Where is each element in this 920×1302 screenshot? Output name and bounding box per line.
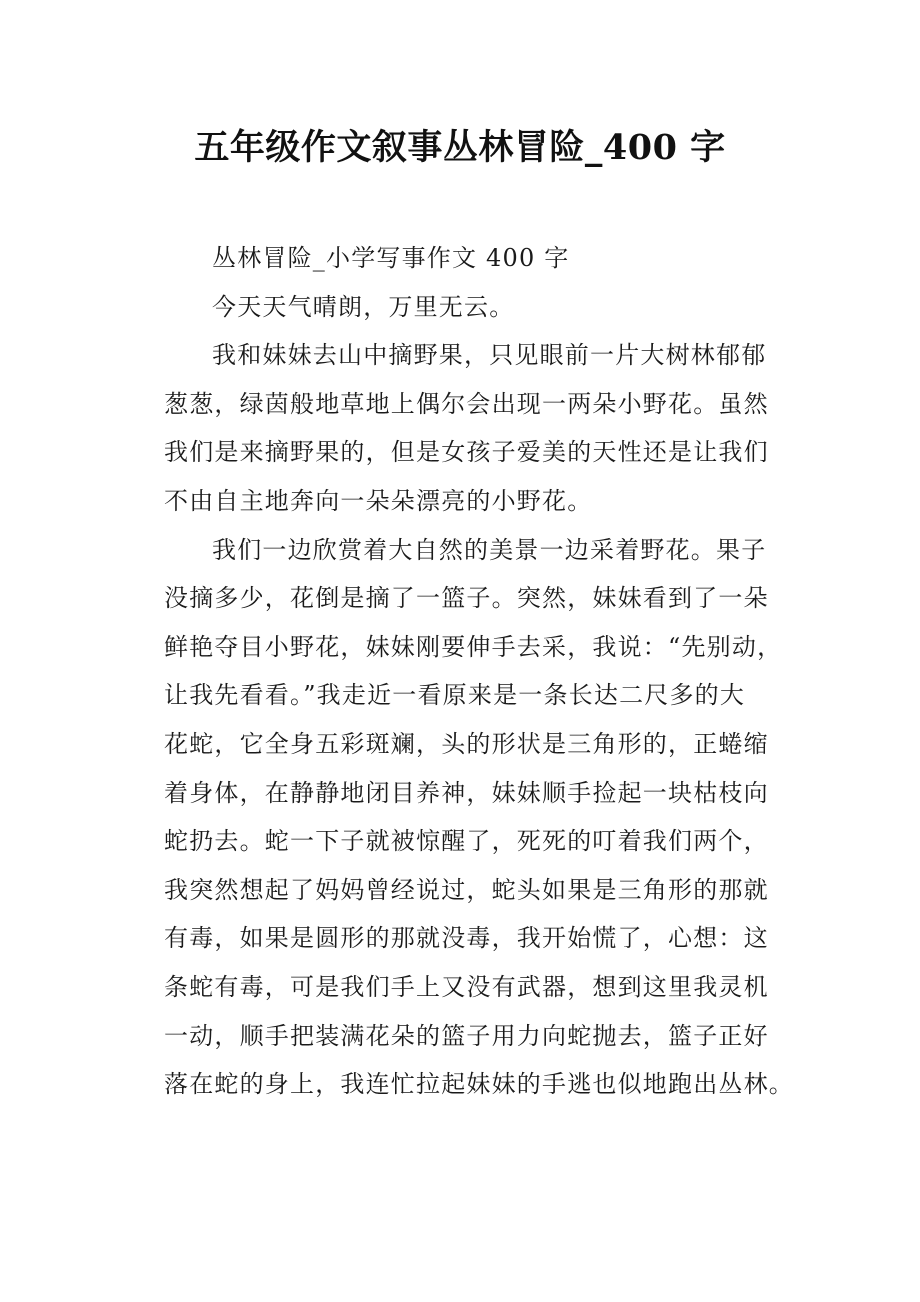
text-line: 一动，顺手把装满花朵的篮子用力向蛇抛去，篮子正好 (164, 1021, 769, 1050)
text-line: 丛林冒险_小学写事作文 400 字 (212, 244, 570, 272)
text-line: 没摘多少，花倒是摘了一篮子。突然，妹妹看到了一朵 (164, 584, 769, 613)
text-line: 我们一边欣赏着大自然的美景一边采着野花。果子 (212, 535, 767, 564)
text-line: 条蛇有毒，可是我们手上又没有武器，想到这里我灵机 (164, 972, 769, 1001)
text-line: 我和妹妹去山中摘野果，只见眼前一片大树林郁郁 (212, 341, 767, 370)
text-line: 让我先看看。”我走近一看原来是一条长达二尺多的大 (164, 681, 746, 710)
text-line: 我们是来摘野果的，但是女孩子爱美的天性还是让我们 (164, 438, 769, 467)
text-line: 花蛇，它全身五彩斑斓，头的形状是三角形的，正蜷缩 (164, 729, 769, 758)
text-line: 落在蛇的身上，我连忙拉起妹妹的手逃也似地跑出丛林。 (164, 1070, 794, 1099)
document-title: 五年级作文叙事丛林冒险_400 字 (194, 127, 726, 168)
text-line: 着身体，在静静地闭目养神，妹妹顺手捡起一块枯枝向 (164, 778, 769, 807)
text-line: 有毒，如果是圆形的那就没毒，我开始慌了，心想：这 (164, 924, 769, 953)
document-body (164, 234, 794, 1109)
text-line: 鲜艳夺目小野花，妹妹刚要伸手去采，我说：“先别动， (164, 632, 783, 661)
text-line: 不由自主地奔向一朵朵漂亮的小野花。 (164, 486, 593, 515)
text-line: 蛇扔去。蛇一下子就被惊醒了，死死的叮着我们两个， (164, 827, 769, 856)
text-line: 今天天气晴朗，万里无云。 (212, 292, 515, 321)
text-line: 葱葱，绿茵般地草地上偶尔会出现一两朵小野花。虽然 (164, 389, 769, 418)
text-line: 我突然想起了妈妈曾经说过，蛇头如果是三角形的那就 (164, 875, 769, 904)
